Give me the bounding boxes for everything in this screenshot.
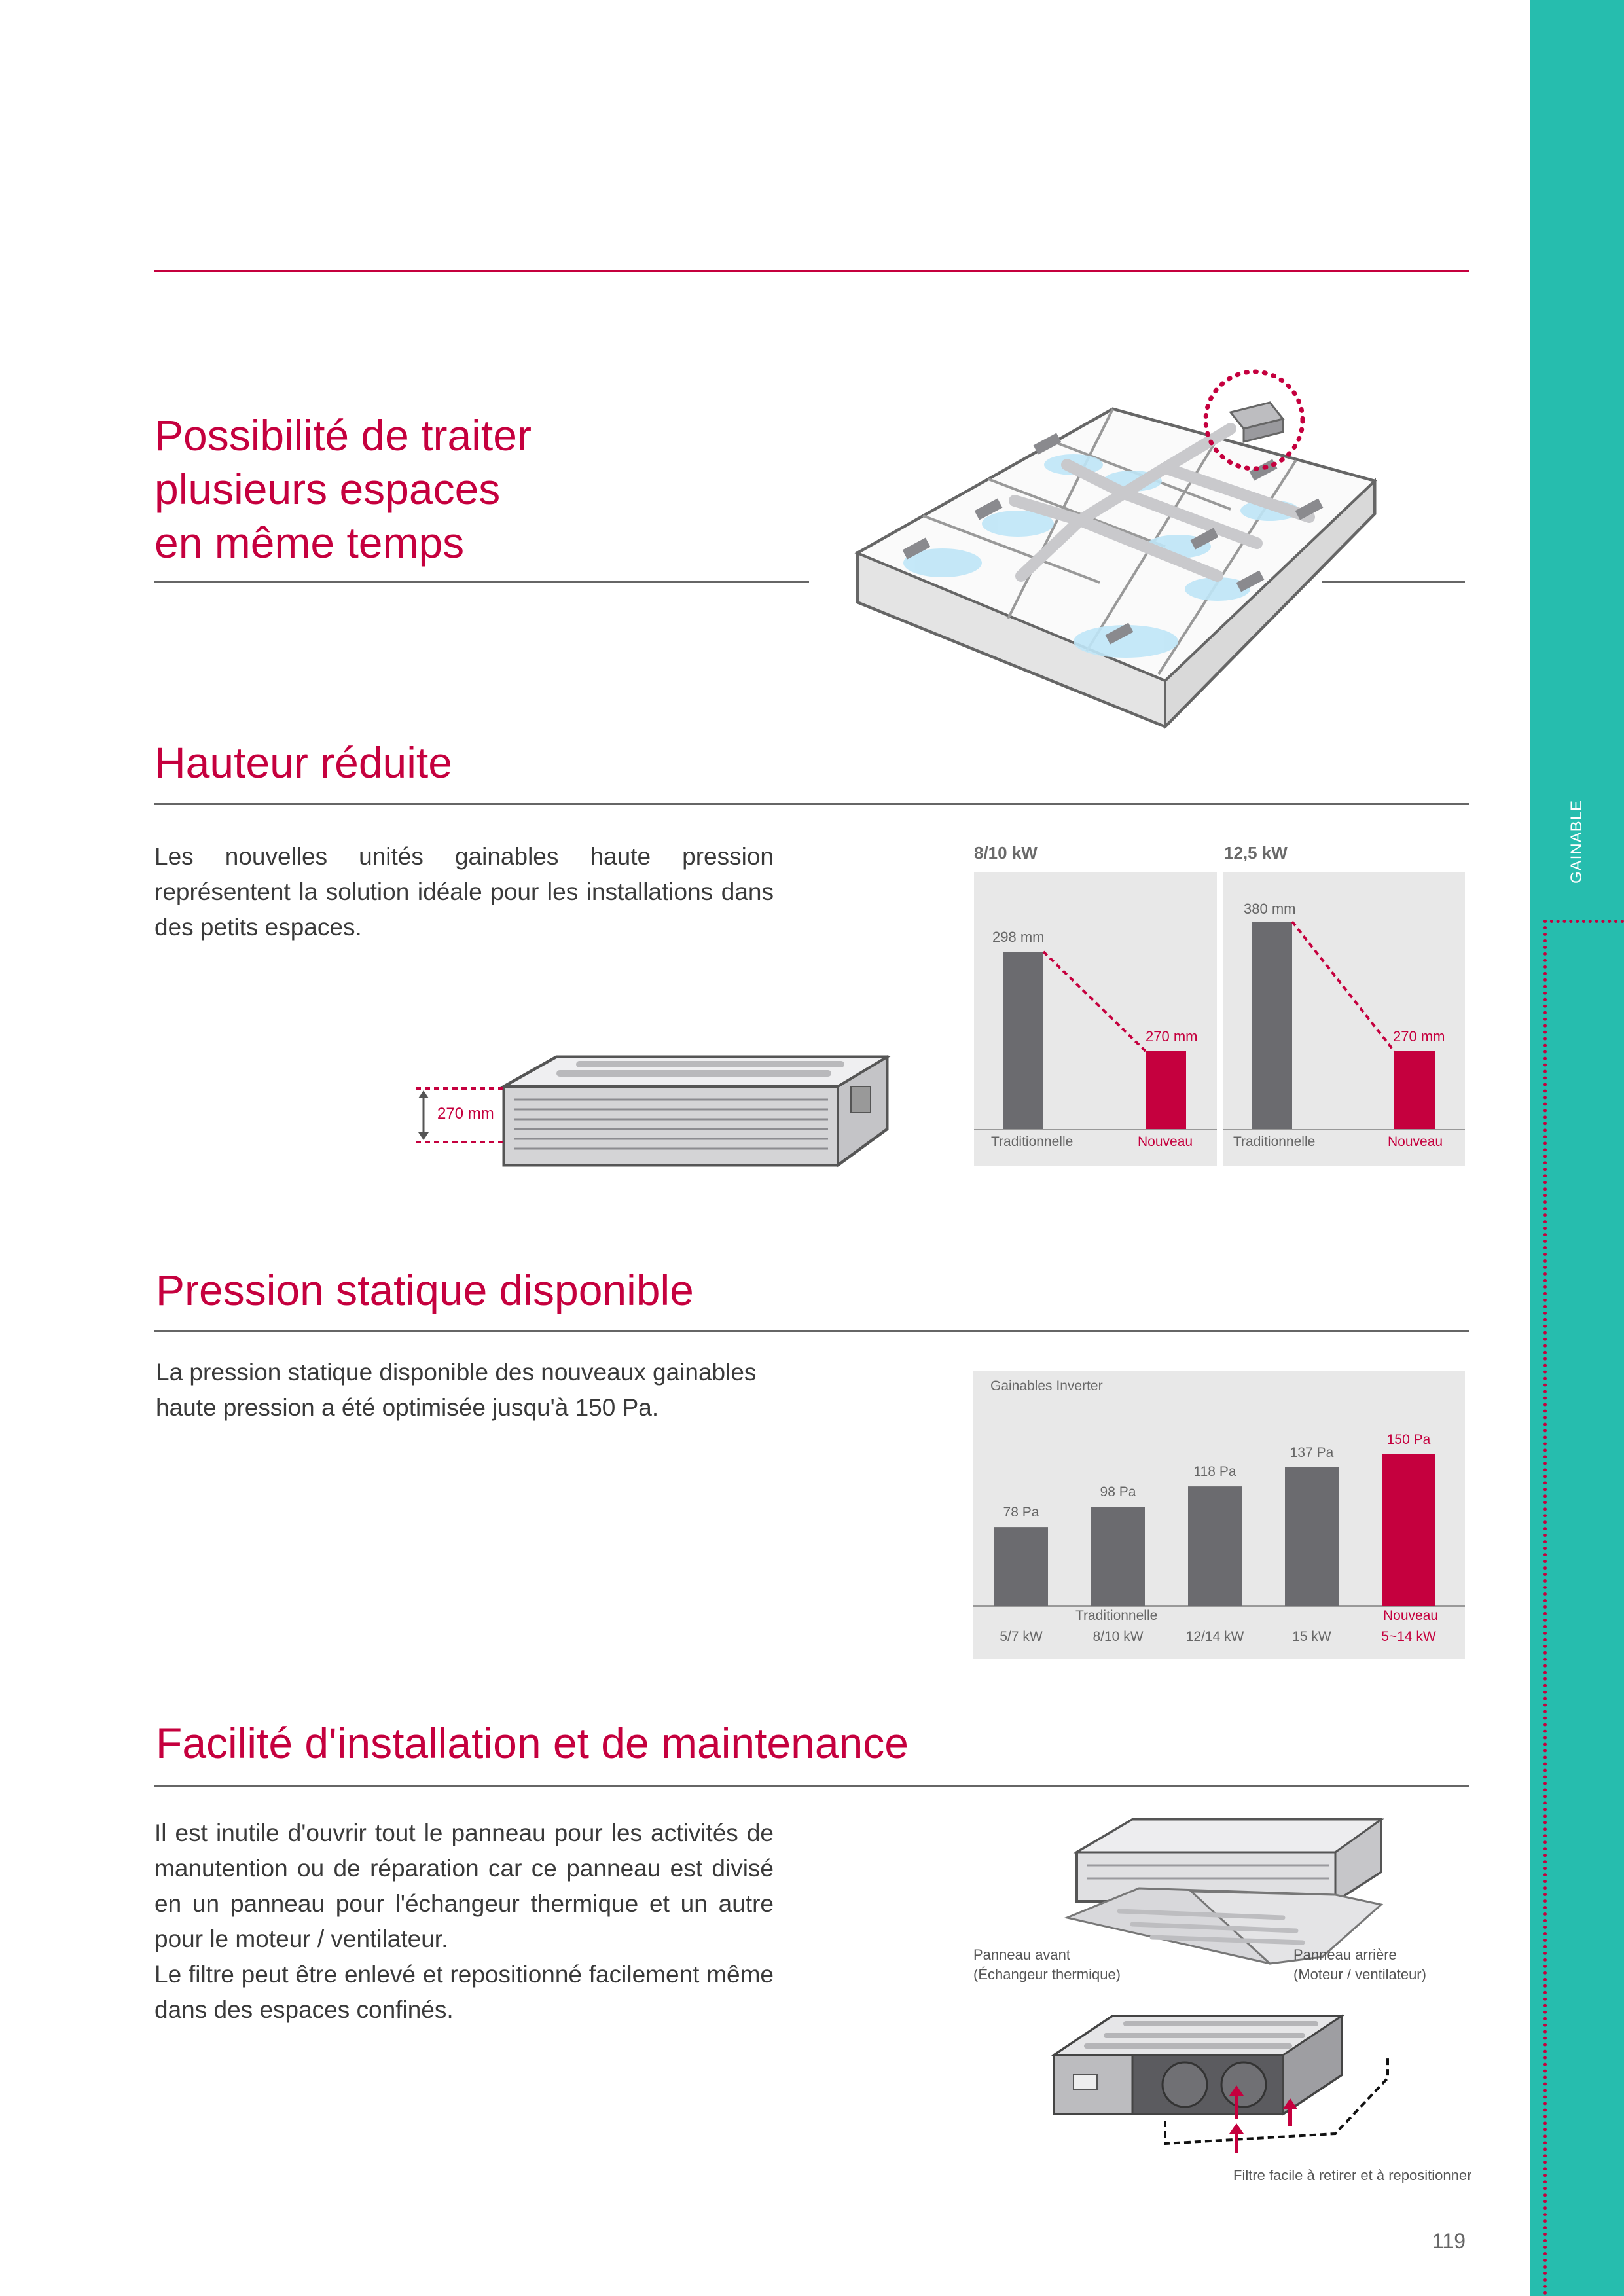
- section1-rule: [154, 581, 809, 583]
- pressure-bar-4-category: 15 kW: [1292, 1629, 1331, 1644]
- pressure-bar-5-value: 150 Pa: [1386, 1431, 1431, 1447]
- pressure-bar-2: [1091, 1507, 1145, 1606]
- page-number: 119: [1432, 2229, 1466, 2253]
- top-rule-right: [815, 270, 1469, 272]
- rear-panel-label-line-1: Panneau arrière: [1293, 1946, 1397, 1963]
- sidebar-dotted-frame: [1543, 920, 1624, 2296]
- height-chart-1-title: 8/10 kW: [974, 843, 1038, 863]
- pressure-bar-1-category: 5/7 kW: [1000, 1629, 1043, 1644]
- height-chart-1-bar-1: [1003, 952, 1043, 1130]
- section2-text: Les nouvelles unités gainables haute pression représentent la solution idéale pour les installations dans des petits espaces.: [154, 843, 774, 941]
- building-floorplan-illustration: [851, 367, 1388, 733]
- front-panel-label: [973, 1945, 1121, 1984]
- pressure-bar-2-value: 98 Pa: [1100, 1484, 1136, 1500]
- filter-unit-illustration: [1047, 2003, 1414, 2160]
- section1-title-line-1: Possibilité de traiter: [154, 411, 532, 459]
- height-chart-2-plot: [1223, 872, 1465, 1166]
- front-panel-label-line-1: Panneau avant: [973, 1946, 1071, 1963]
- section1-title: [154, 408, 744, 569]
- pressure-bar-5-category: 5~14 kW: [1381, 1629, 1436, 1644]
- section4-rule: [154, 1785, 1469, 1787]
- height-chart-1-bar-2-label: Nouveau: [1138, 1134, 1193, 1149]
- height-chart-2-bar-1-label: Traditionnelle: [1233, 1134, 1316, 1149]
- height-chart-1: [974, 872, 1217, 1166]
- pressure-chart: [973, 1371, 1465, 1659]
- height-chart-2-bar-2-value: 270 mm: [1393, 1028, 1445, 1045]
- height-chart-1-bar-1-label: Traditionnelle: [991, 1134, 1074, 1149]
- pressure-bar-2-category: 8/10 kW: [1092, 1629, 1144, 1644]
- height-chart-2-bar-1: [1252, 922, 1292, 1130]
- rear-panel-label: [1293, 1945, 1426, 1984]
- height-chart-1-trend-line: [1043, 952, 1146, 1051]
- section4-text-1: Il est inutile d'ouvrir tout le panneau pour les activités de manutention ou de réparation car ce panneau est divisé en un panneau pour l'échangeur thermique et un autre pour le moteur / ventilateur.: [154, 1820, 774, 1952]
- pressure-bar-1-value: 78 Pa: [1003, 1505, 1039, 1520]
- front-panel-label-line-2: (Échangeur thermique): [973, 1966, 1121, 1982]
- pressure-bar-4-value: 137 Pa: [1290, 1444, 1334, 1460]
- section1-title-line-2: plusieurs espaces: [154, 465, 501, 513]
- height-chart-2-trend-line: [1292, 922, 1394, 1051]
- sidebar-band: [1530, 0, 1624, 2296]
- section2-rule: [154, 803, 1469, 805]
- section2-title: Hauteur réduite: [154, 738, 452, 787]
- filter-caption: Filtre facile à retirer et à repositionner: [1233, 2167, 1472, 2183]
- height-chart-2-bar-2-label: Nouveau: [1388, 1134, 1443, 1149]
- section1-title-line-3: en même temps: [154, 518, 465, 567]
- height-chart-1-plot: [974, 872, 1217, 1166]
- height-chart-1-bar-2-value: 270 mm: [1146, 1028, 1198, 1045]
- pressure-chart-group-label: Traditionnelle: [1075, 1608, 1158, 1623]
- pressure-bar-4: [1285, 1467, 1339, 1606]
- height-chart-2-bar-1-value: 380 mm: [1244, 901, 1296, 917]
- section4-title: Facilité d'installation et de maintenance: [156, 1719, 909, 1767]
- section4-text-2: Le filtre peut être enlevé et repositionné facilement même dans des espaces confinés.: [154, 1961, 774, 2023]
- height-chart-1-bar-2: [1146, 1051, 1186, 1130]
- pressure-bar-3: [1188, 1486, 1242, 1606]
- pressure-chart-title: Gainables Inverter: [990, 1378, 1103, 1393]
- pressure-bar-1: [994, 1527, 1048, 1606]
- rear-panel-label-line-2: (Moteur / ventilateur): [1293, 1966, 1426, 1982]
- pressure-chart-new-label: Nouveau: [1383, 1608, 1439, 1623]
- top-rule: [154, 270, 815, 272]
- section3-title: Pression statique disponible: [156, 1266, 694, 1314]
- height-chart-1-bar-1-value: 298 mm: [992, 929, 1045, 945]
- unit-height-label: 270 mm: [437, 1105, 494, 1122]
- height-chart-2-bar-2: [1394, 1051, 1435, 1130]
- section3-text: La pression statique disponible des nouveaux gainables haute pression a été optimisée jusqu'à 150 Pa.: [156, 1359, 757, 1421]
- section3-rule: [154, 1330, 1469, 1332]
- pressure-bar-3-category: 12/14 kW: [1185, 1629, 1244, 1644]
- height-chart-2: [1223, 872, 1465, 1166]
- pressure-bar-5: [1382, 1454, 1435, 1607]
- pressure-bar-3-value: 118 Pa: [1193, 1464, 1236, 1480]
- height-chart-2-title: 12,5 kW: [1224, 843, 1288, 863]
